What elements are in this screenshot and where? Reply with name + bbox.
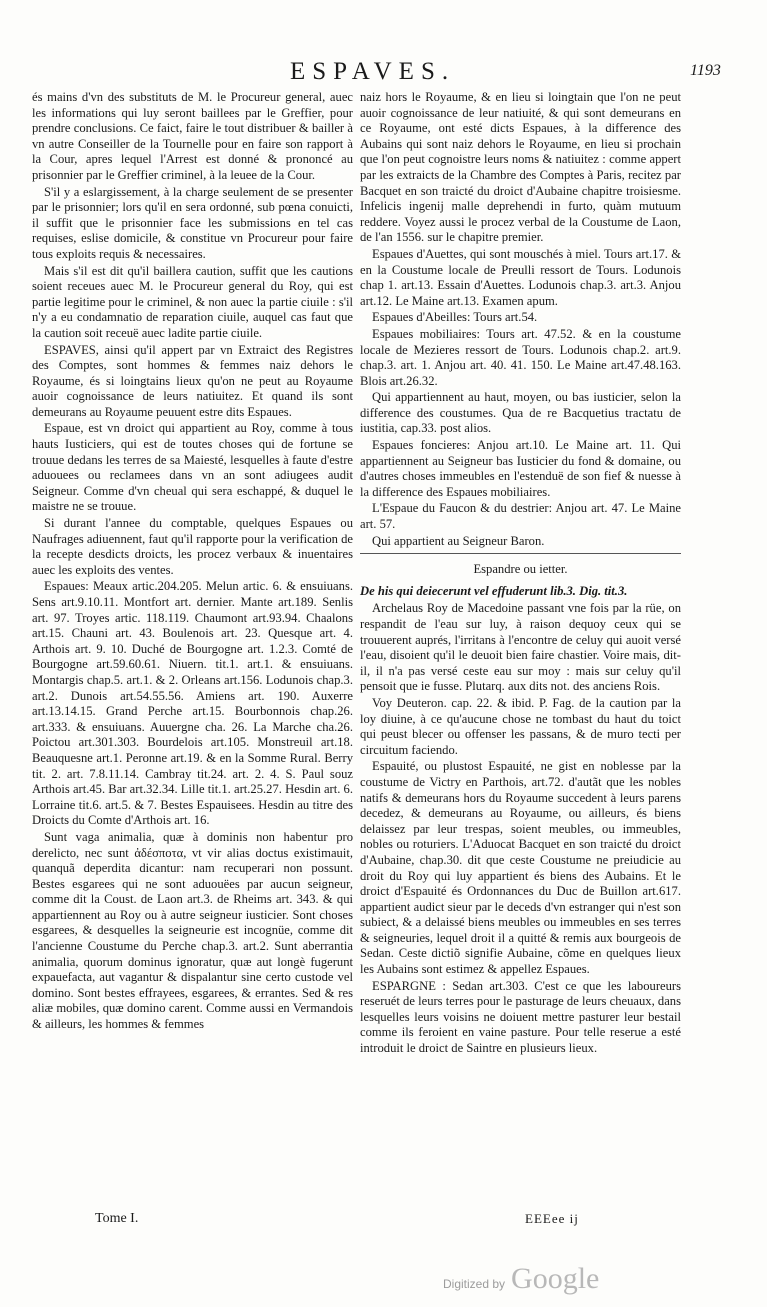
paragraph: Qui appartient au Seigneur Baron. [372, 533, 545, 548]
right-column [360, 90, 681, 1058]
paragraph: Si durant l'annee du comptable, quelques Espaues ou Naufrages adiuennent, faut qu'il rapporte pour la verification de la recepte desdicts droicts, les procez verbaux & inuentaires auec les exploits des ventes. [32, 516, 353, 577]
paragraph: és mains d'vn des substituts de M. le Procureur general, auec les informations qui luy seront baillees par le Greffier, pour prendre conclusions. Ce faict, faire le tout distribuer & bailler à vn autre Conseiller de la Tournelle pour en faire son rapport à la Cour, apres lequel l'Arrest est donné & prononcé au prisonnier par le Greffier criminel, à la leuee de la Cour. [32, 90, 353, 182]
paragraph: Qui appartiennent au haut, moyen, ou bas iusticier, selon la difference des coustumes. Qua de re Bacquetius tractatu de iustitia, cap.33. post alios. [360, 390, 681, 436]
digitized-watermark [443, 1262, 599, 1296]
google-logo: Google [511, 1262, 600, 1295]
paragraph: Mais s'il est dit qu'il baillera caution, suffit que les cautions soient receues auec M. le Procureur general du Roy, qui est partie legitime pour le criminel, & non auec la partie ciuile : s'il n'y a eu condamnatio de reparation ciuile, auquel cas faut que la caution soit receuë auec ladite partie ciuile. [32, 263, 353, 340]
paragraph: ESPAVES, ainsi qu'il appert par vn Extraict des Registres des Comptes, sont hommes & femmes naiz dehors le Royaume, és si loingtains lieux qu'on ne peut au Royaume auoir cognoissance de leurs natiuitez. Et quand ils sont demeurans au Royaume peuuent estre dits Espaues. [32, 342, 353, 419]
paragraph: Sunt vaga animalia, quæ à dominis non habentur pro derelicto, nec sunt ἀδέσποτα, vt vir alias doctus existimauit, quanquã deperdita dicantur: nam recuperari non possunt. Bestes esgarees qui ne sont aduouëes par aucun seigneur, comme dit la Coust. de Laon art.3. de Rheims art. 343. & qui appartiennent au Roy ou à autre seigneur iusticier. Sont choses esgarees, & desquelles la seigneurie est incognüe, comme dit l'ancienne Coustume du Perche chap.3. art.2. Sunt aberrantia animalia, quorum dominus ignoratur, quæ aut longè fugerunt expauefacta, aut vagantur & dispalantur sine certo custode vel domino. Sont bestes effrayees, esgarees, & errantes. Sed & res aliæ mobiles, quæ domino carent. Comme aussi en Vermandois & ailleurs, les hommes & femmes [32, 829, 353, 1032]
paragraph: S'il y a eslargissement, à la charge seulement de se presenter par le prisonnier; lors qu'il en sera ordonné, sub pœna conuicti, il suffit que le prisonnier face les submissions en tel cas requises, eslise domicile, & constitue vn Procureur pour faire tous exploits requis & necessaires. [32, 184, 353, 261]
paragraph: ESPARGNE : Sedan art.303. C'est ce que les laboureurs reseruét de leurs terres pour le pasturage de leurs cheuaux, dans lesquelles leurs voisins ne doiuent mettre pasturer leur bestail comme ils feroient en vaine pasture. Pour telle reserue a esté introduit le droict de Saintre en plusieurs lieux. [360, 978, 681, 1056]
left-column [32, 90, 353, 1034]
paragraph: Espauité, ou plustost Espauité, ne gist en noblesse par la coustume de Victry en Parthois, art.72. d'autãt que les nobles natifs & demeurans hors du Royaume succedent à leurs parens decedez, & demeurans au Royaume, ou ailleurs, és biens delaissez par leur trespas, soient meubles, ou immeubles, nobles ou roturiers. L'Aduocat Bacquet en son traicté du droict d'Aubaine, chap.30. dit que ceste Coustume ne preiudicie au droit du Roy qui luy appartient és biens des Aubains. Et le droict d'Espauité és Ordonnances du Duc de Buillon art.617. appartient audict sieur par le deceds d'vn estranger qui n'est son subiect, & a delaissé biens meubles ou immeubles en ses terres & seigneuries, lequel droit il a quitté & remis aux bourgeois de Sedan. Ceste dictiõ signifie Aubaine, cõme en quelques lieux les Aubains sont estimez & appellez Espaues. [360, 759, 681, 977]
paragraph: Espaue, est vn droict qui appartient au Roy, comme à tous hauts Iusticiers, qui est de toutes choses qui de fortune se trouue dedans les terres de sa Maiesté, lesquelles à faute d'estre aduouees ou reclamees dans vn an sont adiugees audit Seigneur. Comme d'vn cheual qui sera eschappé, & duquel le maistre ne se trouue. [32, 421, 353, 514]
paragraph: Voy Deuteron. cap. 22. & ibid. P. Fag. de la caution par la loy diuine, à ce qu'aucune chose ne tombast du haut du toict qui peust blecer ou offenser les passans, & de muro tecti per circuitum faciendo. [360, 695, 681, 757]
paragraph: Espaues d'Auettes, qui sont mouschés à miel. Tours art.17. & en la Coustume locale de Preulli ressort de Tours. Lodunois chap 1. art.13. Essain d'Auettes. Lodunois chap.3. art.3. Anjou art.12. Le Maine art.13. Examen apum. [360, 246, 681, 308]
page-number: 1193 [690, 62, 721, 79]
watermark-prefix: Digitized by [443, 1277, 506, 1291]
paragraph: Espaues foncieres: Anjou art.10. Le Maine art. 11. Qui appartiennent au Seigneur bas Iusticier du fond & domaine, ou d'autres choses immeubles en l'estenduë de son fief & nuesse à la difference des Espaues mobiliaires. [360, 438, 681, 499]
volume-label: Tome I. [95, 1211, 139, 1226]
paragraph: L'Espaue du Faucon & du destrier: Anjou art. 47. Le Maine art. 57. [360, 501, 681, 532]
paragraph: Espaues mobiliaires: Tours art. 47.52. & en la coustume locale de Mezieres ressort de Tours. Lodunois chap.2. art.9. chap.3. art. 1. Anjou art. 40. 41. 150. Le Maine art.47.48.163. Blois art.26.32. [360, 326, 681, 388]
paragraph: Archelaus Roy de Macedoine passant vne fois par la rüe, on respandit de l'eau sur luy, à raison dequoy ceux qui se trouuerent auprés, l'irritans à l'encontre de celuy qui auoit versé l'eau, disoient qu'il le deuoit bien faire chastier. Voire mais, dit-il, il n'a pas versé ceste eau sur moy : mais sur celuy qu'il pensoit que ie fusse. Plutarq. aux dits not. des anciens Rois. [360, 601, 681, 694]
section-subtitle: De his qui deiecerunt vel effuderunt lib.3. Dig. tit.3. [360, 583, 628, 598]
paragraph: Espaues: Meaux artic.204.205. Melun artic. 6. & ensuiuans. Sens art.9.10.11. Montfort art. dernier. Mante art.189. Senlis art. 97. Troyes artic. 118.119. Chaumont art.93.94. Chaalons art.15. Chauni art. 43. Boulenois art. 23. Quesque art. 4. Arthois art. 9. 10. Duché de Bourgogne art. 1.2.3. Comté de Bourgogne art.59.60.61. Niuern. tit.1. art.1. & ensuiuans. Montargis chap.5. art.1. & 2. Orleans art.156. Lodunois chap.3. art.2. Dunois art.54.55.56. Amiens art. 190. Auxerre art.13.14.15. Grand Perche art.15. Bourbonnois chap.26. art.333. & ensuiuans. Auuergne cha. 26. La Marche cha.26. Poictou art.301.303. Bourdelois art.105. Monstreuil art.18. Beauquesne art.1. Peronne art.19. & en la Somme Rural. Berry tit. 2. art. 7.8.11.14. Cambray tit.24. art. 2. 4. S. Paul souz Arthois art.45. Bar art.32.34. Lille tit.1. art.25.27. Hesdin art. 6. Lorraine tit.6. art.5. & 7. Bestes Espauisees. Hesdin au titre des Droicts du Comte d'Arthois art. 16. [32, 579, 353, 828]
signature-mark: EEEee ij [525, 1211, 579, 1226]
paragraph: Espaues d'Abeilles: Tours art.54. [372, 310, 538, 325]
section-title: Espandre ou ietter. [473, 562, 568, 577]
paragraph: naiz hors le Royaume, & en lieu si loingtain que l'on ne peut auoir cognoissance de leur natiuité, & qui sont demeurans en ce Royaume, ont esté dicts Espaues, à la difference des Aubains qui sont naiz dehors le Royaume, en lieu si prochain que l'on peut cognoistre leurs noms & natiuitez : comme appert par les extraicts de la Chambre des Comptes à Paris, recitez par Bacquet en son traicté du droict d'Aubaine chapitre troisiesme. Infelicis ingenij malle deprehendi in furto, quàm mutuum reddere. Voyez aussi le procez verbal de la Coustume de Laon, de l'an 1556. sur le chapitre premier. [360, 90, 681, 245]
running-head-title: ESPAVES. [290, 58, 456, 85]
section-divider [360, 553, 681, 554]
